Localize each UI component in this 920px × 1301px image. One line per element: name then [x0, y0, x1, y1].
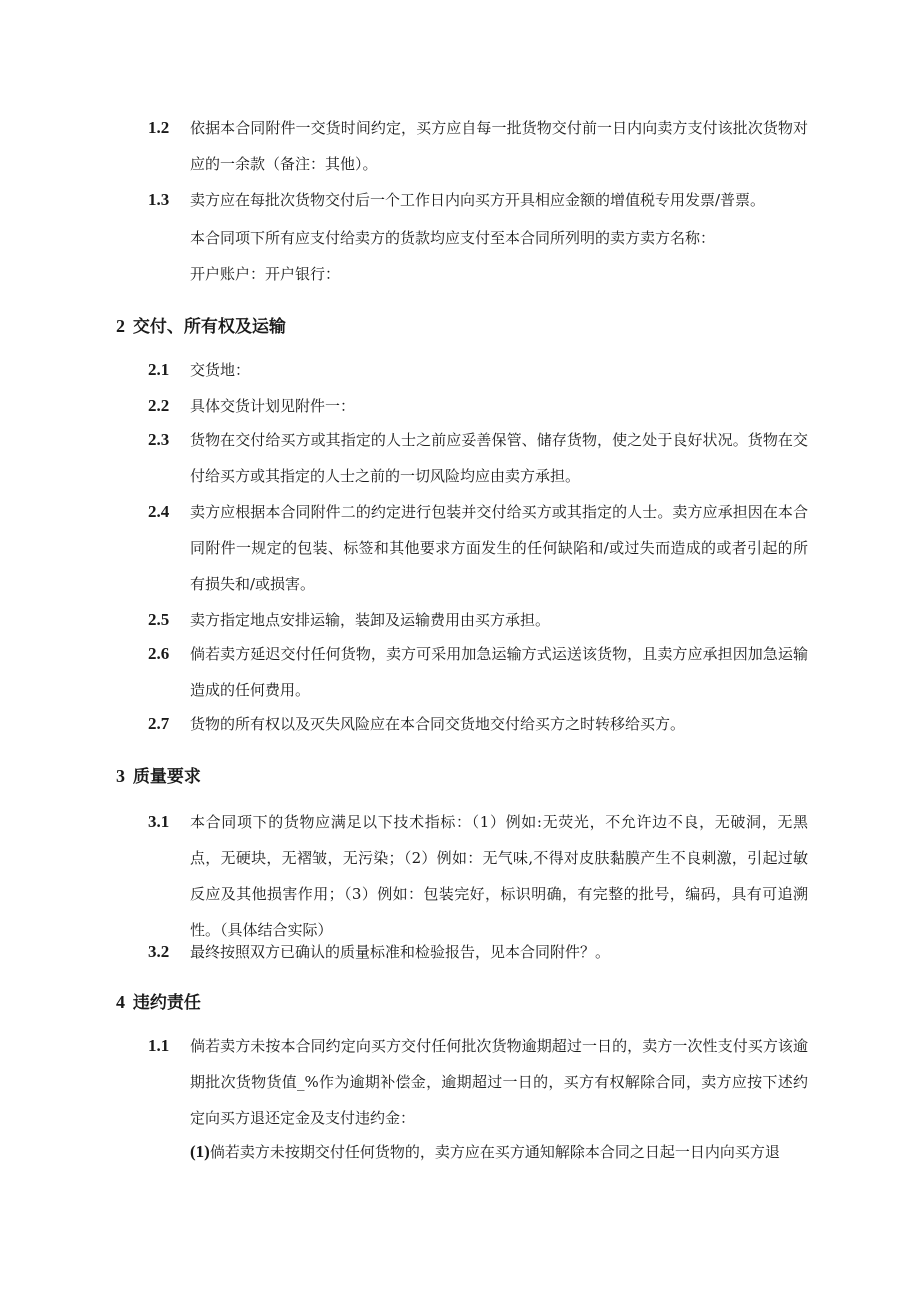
clause-number: 2.5 — [148, 610, 170, 629]
clause-2-2 — [148, 388, 808, 424]
clause-text: 具体交货计划见附件一： — [190, 397, 356, 415]
section-number: 2 — [116, 316, 125, 336]
clause-number: 2.2 — [148, 396, 170, 415]
clause-number: 1.3 — [148, 190, 170, 209]
clause-2-4 — [148, 494, 808, 602]
clause-number: 1.1 — [148, 1036, 170, 1055]
clause-number: 1.2 — [148, 118, 170, 137]
clause-2-6 — [148, 636, 808, 708]
clause-4-1-1 — [148, 1028, 808, 1136]
clause-2-1 — [148, 352, 808, 388]
clause-text: 本合同项下的货物应满足以下技术指标：（1）例如:无荧光，不允许边不良，无破洞，无黑点，无硬块，无褶皱，无污染；（2）例如：无气味,不得对皮肤黏膜产生不良刺激，引起过敏反应及其他损害作用；（3）例如：包装完好，标识明确，有完整的批号，编码，具有可追溯性。（具体结合实际） — [190, 813, 808, 939]
clause-2-7 — [148, 706, 808, 742]
clause-text: 卖方应根据本合同附件二的约定进行包装并交付给买方或其指定的人士。卖方应承担因在本合同附件一规定的包装、标签和其他要求方面发生的任何缺陷和/或过失而造成的或者引起的所有损失和/或损害。 — [190, 503, 808, 593]
payment-account-paragraph: 本合同项下所有应支付给卖方的货款均应支付至本合同所列明的卖方卖方名称： — [190, 229, 716, 247]
section-heading-3 — [116, 762, 201, 787]
clause-3-2 — [148, 934, 808, 970]
clause-number: 2.4 — [148, 502, 170, 521]
clause-number: 2.3 — [148, 430, 170, 449]
clause-3-1 — [148, 804, 808, 948]
section-heading-2 — [116, 312, 286, 337]
clause-text: 依据本合同附件一交货时间约定，买方应自每一批货物交付前一日内向卖方支付该批次货物对应的一余款（备注：其他）。 — [190, 119, 808, 173]
section-title: 违约责任 — [132, 993, 201, 1013]
bank-info-paragraph: 开户账户：开户银行： — [190, 265, 341, 283]
clause-text: 卖方指定地点安排运输，装卸及运输费用由买方承担。 — [190, 611, 551, 629]
sub-clause-number: (1) — [190, 1142, 210, 1161]
clause-text: 倘若卖方未按本合同约定向买方交付任何批次货物逾期超过一日的，卖方一次性支付买方该逾期批次货物货值_%作为逾期补偿金，逾期超过一日的，买方有权解除合同，卖方应按下述约定向买方退还定金及支付违约金： — [190, 1037, 808, 1127]
clause-text: 卖方应在每批次货物交付后一个工作日内向买方开具相应金额的增值税专用发票/普票。 — [190, 191, 766, 209]
clause-number: 2.1 — [148, 360, 170, 379]
clause-number: 2.6 — [148, 644, 170, 663]
clause-1-2 — [148, 110, 808, 182]
section-heading-4 — [116, 988, 201, 1013]
section-number: 3 — [116, 766, 125, 786]
clause-text: 交货地： — [190, 361, 251, 379]
clause-2-5 — [148, 602, 808, 638]
clause-text: 最终按照双方已确认的质量标准和检验报告，见本合同附件？。 — [190, 943, 611, 961]
clause-number: 3.1 — [148, 812, 170, 831]
clause-number: 2.7 — [148, 714, 170, 733]
section-title: 交付、所有权及运输 — [132, 317, 286, 337]
clause-text: 货物的所有权以及灭失风险应在本合同交货地交付给买方之时转移给买方。 — [190, 715, 686, 733]
clause-2-3 — [148, 422, 808, 494]
clause-number: 3.2 — [148, 942, 170, 961]
clause-1-3 — [148, 182, 808, 218]
section-title: 质量要求 — [132, 767, 201, 787]
sub-clause-text: 倘若卖方未按期交付任何货物的，卖方应在买方通知解除本合同之日起一日内向买方退 — [209, 1143, 780, 1161]
section-number: 4 — [116, 992, 125, 1012]
sub-clause-1 — [190, 1134, 810, 1170]
clause-text: 倘若卖方延迟交付任何货物，卖方可采用加急运输方式运送该货物，且卖方应承担因加急运输造成的任何费用。 — [190, 645, 808, 699]
clause-text: 货物在交付给买方或其指定的人士之前应妥善保管、储存货物，使之处于良好状况。货物在交付给买方或其指定的人士之前的一切风险均应由卖方承担。 — [190, 431, 808, 485]
